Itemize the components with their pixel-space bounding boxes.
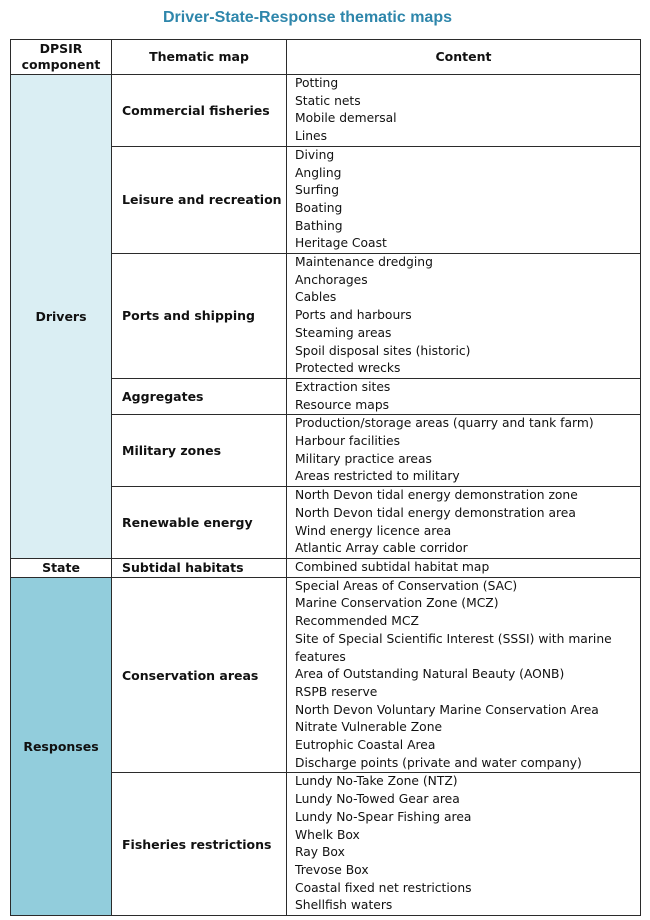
content-item: Trevose Box bbox=[295, 862, 369, 877]
content-item: Nitrate Vulnerable Zone bbox=[295, 720, 443, 735]
content-item: Angling bbox=[295, 165, 342, 180]
theme-military-zones: Military zones bbox=[112, 415, 287, 487]
content-cell bbox=[287, 558, 641, 577]
theme-renewable-energy: Renewable energy bbox=[112, 487, 287, 559]
content-item: Military practice areas bbox=[295, 451, 432, 466]
content-item: Bathing bbox=[295, 218, 343, 233]
content-cell bbox=[287, 487, 641, 559]
content-cell bbox=[287, 378, 641, 414]
content-item: Diving bbox=[295, 147, 335, 162]
content-item: Discharge points (private and water company) bbox=[295, 755, 582, 770]
content-item: Cables bbox=[295, 290, 337, 305]
content-item: Resource maps bbox=[295, 397, 390, 412]
table-row bbox=[11, 577, 641, 773]
content-item: North Devon tidal energy demonstration area bbox=[295, 505, 576, 520]
content-cell bbox=[287, 254, 641, 379]
content-item: Ports and harbours bbox=[295, 308, 412, 323]
content-cell bbox=[287, 577, 641, 773]
content-cell bbox=[287, 75, 641, 147]
content-item: North Devon Voluntary Marine Conservation Area bbox=[295, 702, 599, 717]
theme-leisure-recreation: Leisure and recreation bbox=[112, 146, 287, 253]
theme-fisheries-restrictions: Fisheries restrictions bbox=[112, 773, 287, 916]
content-item: Mobile demersal bbox=[295, 111, 397, 126]
content-item: North Devon tidal energy demonstration zone bbox=[295, 488, 578, 503]
content-item: Special Areas of Conservation (SAC) bbox=[295, 578, 518, 593]
component-responses: Responses bbox=[11, 577, 112, 915]
table-row bbox=[11, 558, 641, 577]
content-item: Production/storage areas (quarry and tank farm) bbox=[295, 416, 594, 431]
content-item: Lundy No-Take Zone (NTZ) bbox=[295, 774, 458, 789]
header-component: DPSIR component bbox=[11, 40, 112, 75]
table-row bbox=[11, 75, 641, 147]
content-item: Wind energy licence area bbox=[295, 523, 452, 538]
content-item: Lundy No-Spear Fishing area bbox=[295, 809, 472, 824]
content-item: Surfing bbox=[295, 183, 339, 198]
dpsir-table bbox=[10, 39, 641, 916]
header-thematic-map: Thematic map bbox=[112, 40, 287, 75]
theme-subtidal-habitats: Subtidal habitats bbox=[112, 558, 287, 577]
content-item: Static nets bbox=[295, 93, 361, 108]
content-item: Whelk Box bbox=[295, 827, 360, 842]
content-item: Extraction sites bbox=[295, 379, 391, 394]
header-content: Content bbox=[287, 40, 641, 75]
component-state: State bbox=[11, 558, 112, 577]
content-item: Lundy No-Towed Gear area bbox=[295, 792, 460, 807]
content-cell bbox=[287, 773, 641, 916]
content-item: Site of Special Scientific Interest (SSSI) with marine features bbox=[295, 631, 612, 664]
content-item: Shellfish waters bbox=[295, 898, 393, 913]
content-cell bbox=[287, 415, 641, 487]
content-item: Combined subtidal habitat map bbox=[295, 559, 490, 574]
content-item: Recommended MCZ bbox=[295, 614, 419, 629]
content-item: Anchorages bbox=[295, 272, 368, 287]
content-item: Atlantic Array cable corridor bbox=[295, 541, 468, 556]
content-item: Ray Box bbox=[295, 845, 345, 860]
content-item: Marine Conservation Zone (MCZ) bbox=[295, 596, 499, 611]
table-header-row bbox=[11, 40, 641, 75]
content-item: Boating bbox=[295, 200, 343, 215]
theme-conservation-areas: Conservation areas bbox=[112, 577, 287, 773]
content-item: Protected wrecks bbox=[295, 361, 401, 376]
content-item: RSPB reserve bbox=[295, 684, 378, 699]
content-item: Spoil disposal sites (historic) bbox=[295, 343, 471, 358]
content-item: Steaming areas bbox=[295, 325, 392, 340]
content-item: Harbour facilities bbox=[295, 434, 401, 449]
content-item: Eutrophic Coastal Area bbox=[295, 738, 436, 753]
content-item: Area of Outstanding Natural Beauty (AONB) bbox=[295, 667, 565, 682]
content-item: Heritage Coast bbox=[295, 236, 387, 251]
theme-aggregates: Aggregates bbox=[112, 378, 287, 414]
content-item: Areas restricted to military bbox=[295, 469, 460, 484]
theme-ports-shipping: Ports and shipping bbox=[112, 254, 287, 379]
content-item: Lines bbox=[295, 129, 328, 144]
content-item: Potting bbox=[295, 76, 339, 90]
content-cell bbox=[287, 146, 641, 253]
content-item: Coastal fixed net restrictions bbox=[295, 880, 472, 895]
component-drivers: Drivers bbox=[11, 75, 112, 559]
theme-commercial-fisheries: Commercial fisheries bbox=[112, 75, 287, 147]
page-title: Driver-State-Response thematic maps bbox=[163, 9, 452, 26]
content-item: Maintenance dredging bbox=[295, 255, 433, 270]
